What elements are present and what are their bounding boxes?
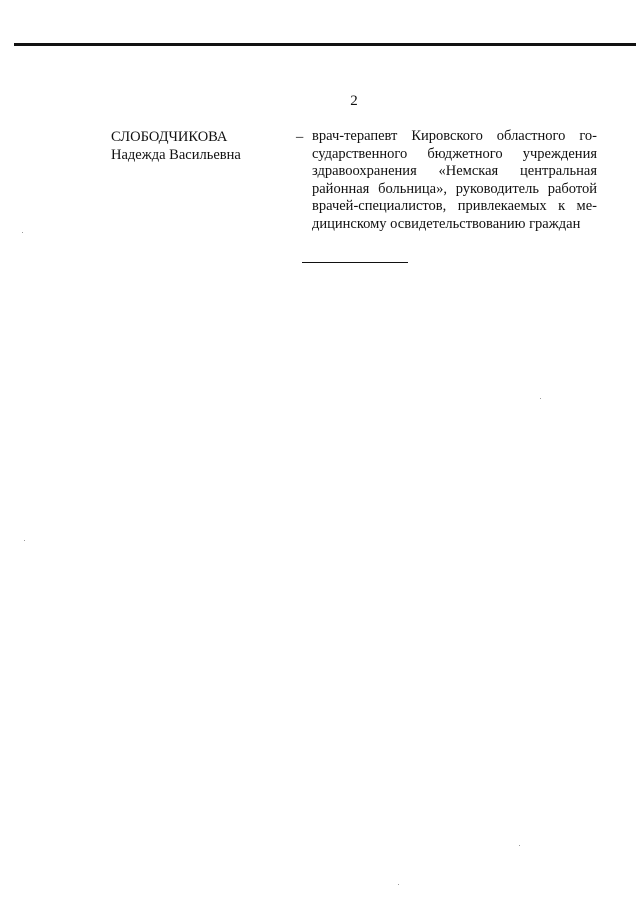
page-number: 2 bbox=[350, 93, 358, 109]
description-line: врачей-специалистов, привлекаемых к ме- bbox=[312, 198, 597, 215]
scan-speck bbox=[24, 540, 25, 541]
description-line: сударственного бюджетного учреждения bbox=[312, 145, 597, 162]
position-description bbox=[312, 128, 597, 234]
end-rule bbox=[302, 262, 408, 263]
description-line: здравоохранения «Немская центральная bbox=[312, 163, 597, 180]
scan-speck bbox=[540, 398, 541, 399]
separator-dash: – bbox=[296, 129, 304, 145]
description-line: дицинскому освидетельствованию граждан bbox=[312, 215, 581, 232]
person-given-names: Надежда Васильевна bbox=[111, 147, 241, 163]
description-line: районная больница», руководитель работой bbox=[312, 180, 597, 197]
description-line: врач-терапевт Кировского областного го- bbox=[312, 128, 597, 144]
scan-speck bbox=[22, 232, 23, 233]
person-name bbox=[111, 128, 291, 164]
scan-speck bbox=[519, 845, 520, 846]
top-rule bbox=[14, 43, 636, 46]
scan-speck bbox=[398, 884, 399, 885]
person-surname: СЛОБОДЧИКОВА bbox=[111, 129, 228, 145]
